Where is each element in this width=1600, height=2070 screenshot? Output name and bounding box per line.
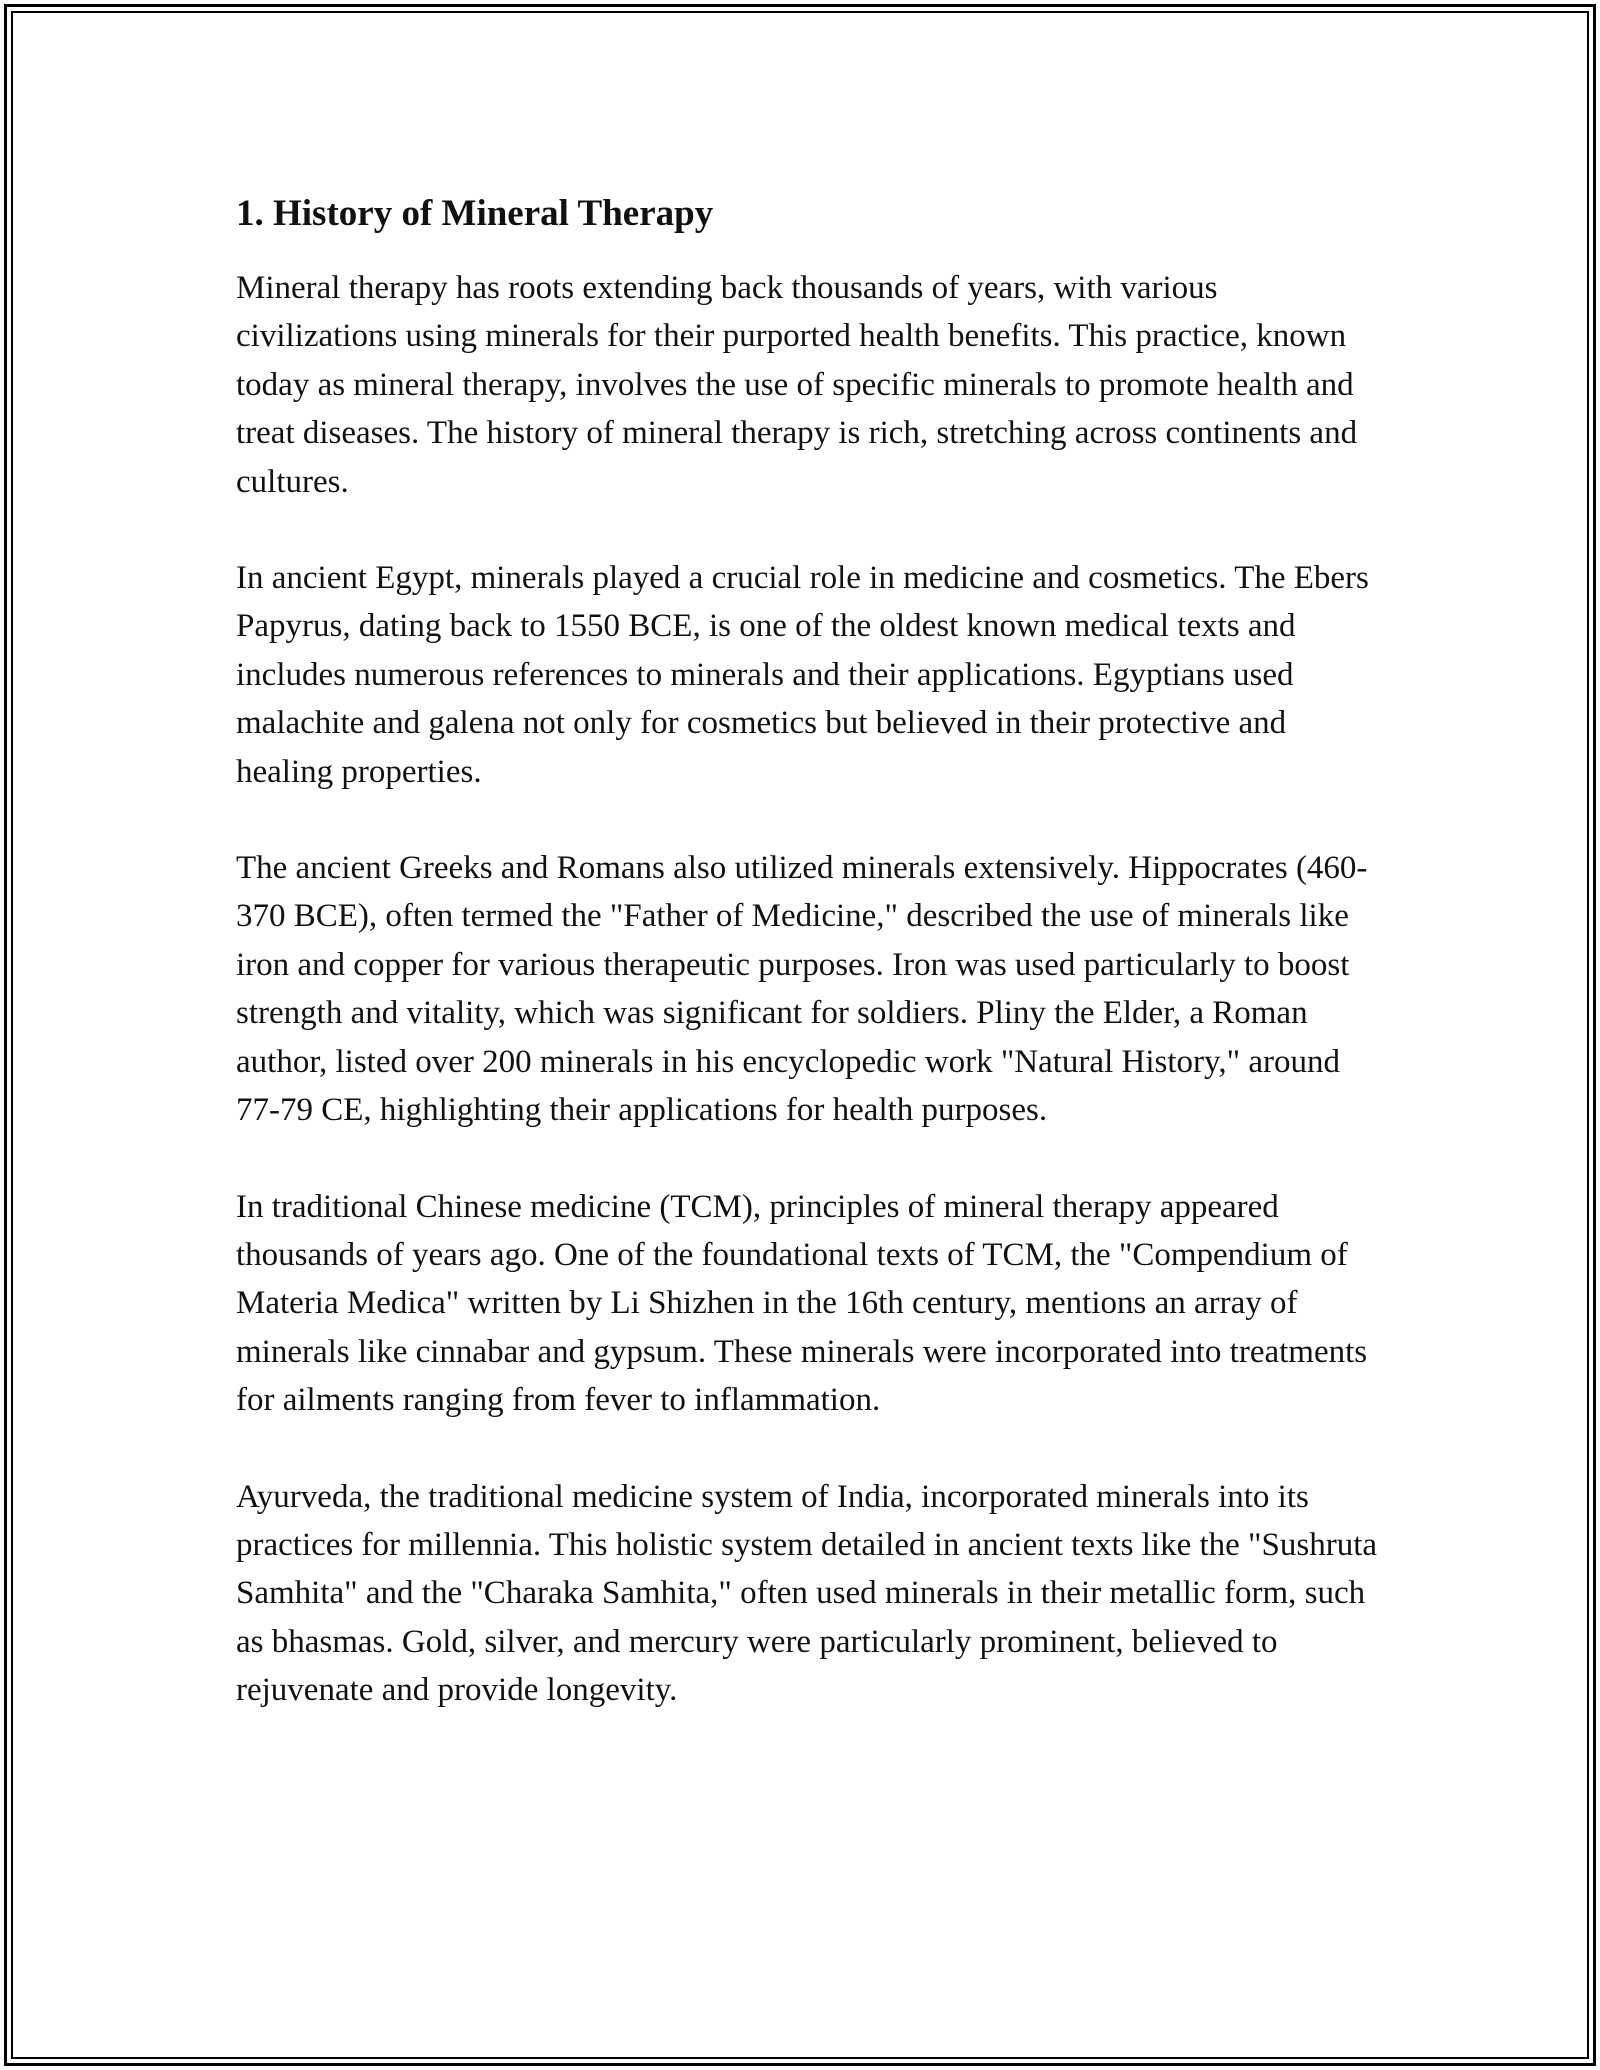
- paragraph-intro: Mineral therapy has roots extending back thousands of years, with various civilizations using minerals for their purported health benefits. This practice, known today as mineral therapy, involves the use of specific minerals to promote health and treat diseases. The history of mineral therapy is rich, stretching across continents and cultures.: [236, 270, 1358, 500]
- document-body: [236, 186, 1386, 1763]
- paragraph-chinese-medicine: In traditional Chinese medicine (TCM), principles of mineral therapy appeared thousands of years ago. One of the foundational texts of TCM, the "Compendium of Materia Medica" written by Li Shizhen in the 16th century, mentions an array of minerals like cinnabar and gypsum. These minerals were incorporated into treatments for ailments ranging from fever to inflammation.: [236, 1188, 1368, 1419]
- paragraph-egypt: In ancient Egypt, minerals played a crucial role in medicine and cosmetics. The Ebers Papyrus, dating back to 1550 BCE, is one of the oldest known medical texts and includes numerous references to minerals and their applications. Egyptians used malachite and galena not only for cosmetics but believed in their protective and healing properties.: [236, 560, 1369, 790]
- paragraph-ayurveda: Ayurveda, the traditional medicine system of India, incorporated minerals into its practices for millennia. This holistic system detailed in ancient texts like the "Sushruta Samhita" and the "Charaka Samhita," often used minerals in their metallic form, such as bhasmas. Gold, silver, and mercury were particularly prominent, believed to rejuvenate and provide longevity.: [236, 1478, 1378, 1709]
- section-heading: 1. History of Mineral Therapy: [236, 193, 714, 234]
- paragraph-greeks-romans: The ancient Greeks and Romans also utilized minerals extensively. Hippocrates (460-370 BCE), often termed the "Father of Medicine," described the use of minerals like iron and copper for various therapeutic purposes. Iron was used particularly to boost strength and vitality, which was significant for soldiers. Pliny the Elder, a Roman author, listed over 200 minerals in his encyclopedic work "Natural History," around 77-79 CE, highlighting their applications for health purposes.: [236, 850, 1368, 1129]
